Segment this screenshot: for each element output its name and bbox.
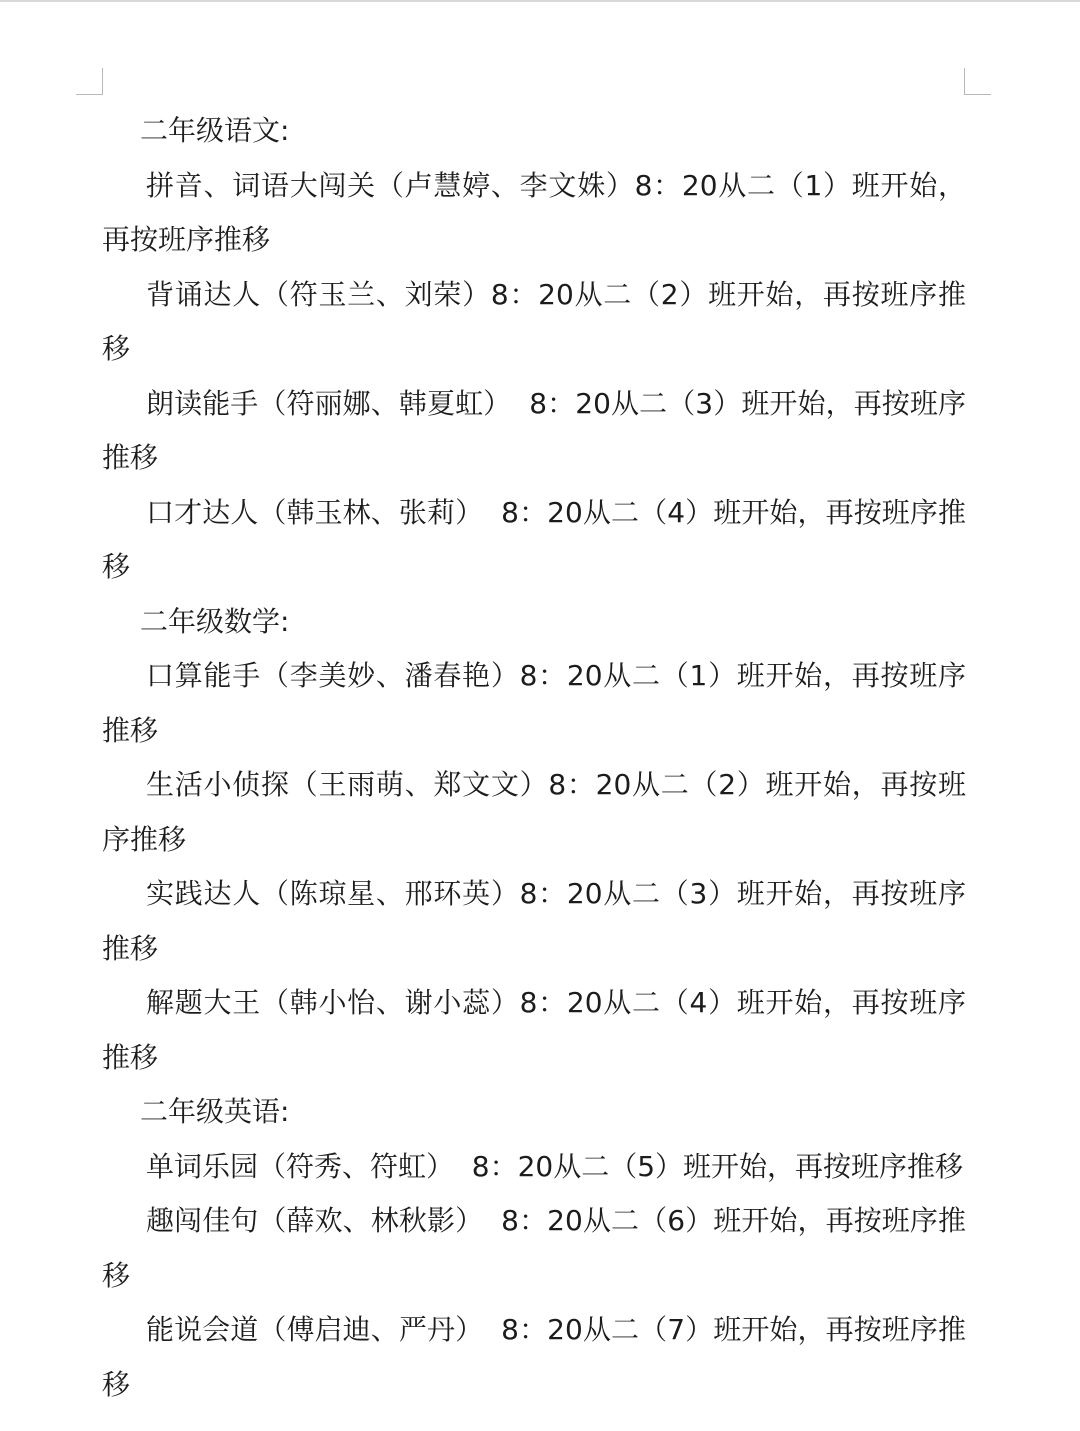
list-item: 解题大王（韩小怡、谢小蕊）8：20从二（4）班开始，再按班序推移 xyxy=(102,986,966,1074)
list-item: 拼音、词语大闯关（卢慧婷、李文姝）8：20从二（1）班开始，再按班序推移 xyxy=(102,168,966,256)
top-border xyxy=(0,0,1080,2)
section-heading-chinese: 二年级语文: xyxy=(140,114,290,147)
list-item: 单词乐园（符秀、符虹） 8：20从二（5）班开始，再按班序推移 xyxy=(146,1149,964,1183)
list-item: 背诵达人（符玉兰、刘荣）8：20从二（2）班开始，再按班序推移 xyxy=(102,277,966,365)
document-body xyxy=(102,104,966,1412)
margin-corner-mark-left xyxy=(76,68,103,95)
list-item: 生活小侦探（王雨萌、郑文文）8：20从二（2）班开始，再按班序推移 xyxy=(102,768,966,856)
list-item: 能说会道（傅启迪、严丹） 8：20从二（7）班开始，再按班序推移 xyxy=(102,1313,966,1401)
margin-corner-mark-right xyxy=(964,68,991,95)
list-item: 口算能手（李美妙、潘春艳）8：20从二（1）班开始，再按班序推移 xyxy=(102,659,966,747)
list-item: 趣闯佳句（薛欢、林秋影） 8：20从二（6）班开始，再按班序推移 xyxy=(102,1204,966,1292)
list-item: 口才达人（韩玉林、张莉） 8：20从二（4）班开始，再按班序推移 xyxy=(102,495,966,583)
section-heading-math: 二年级数学: xyxy=(140,604,290,638)
list-item: 实践达人（陈琼星、邢环英）8：20从二（3）班开始，再按班序推移 xyxy=(102,877,966,965)
section-heading-english: 二年级英语: xyxy=(140,1095,290,1128)
list-item: 朗读能手（符丽娜、韩夏虹） 8：20从二（3）班开始，再按班序推移 xyxy=(102,386,966,474)
